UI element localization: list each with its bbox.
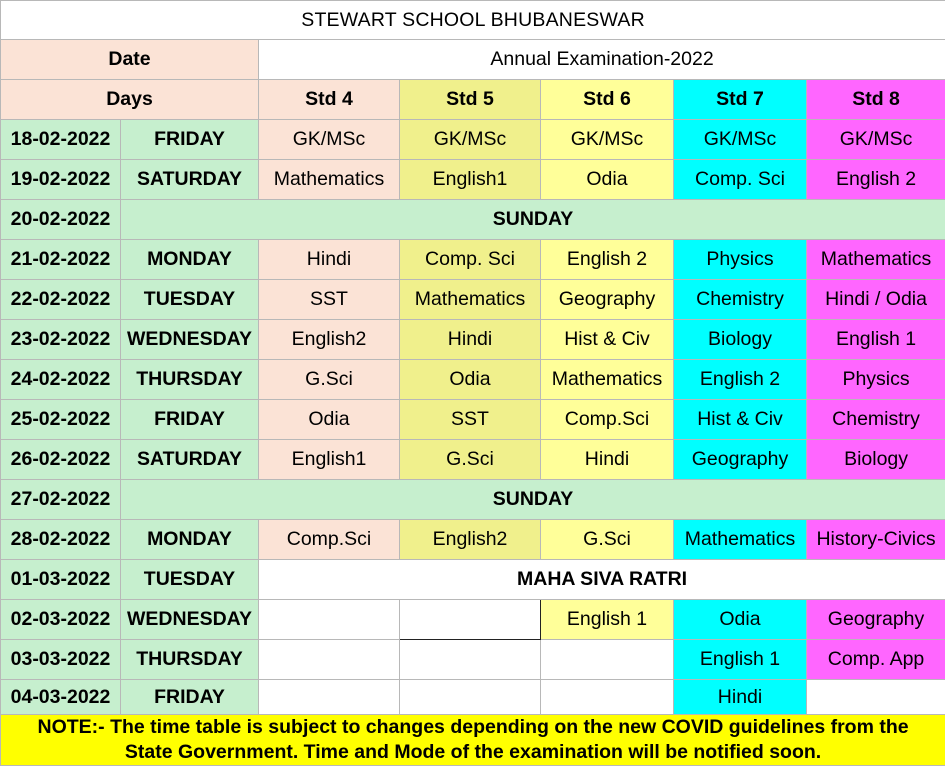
subject-cell: English 1	[807, 320, 945, 360]
subject-cell: English1	[400, 160, 541, 200]
subject-cell	[259, 680, 400, 715]
exam-day: SATURDAY	[121, 160, 259, 200]
subject-cell: Geography	[674, 440, 807, 480]
exam-day: WEDNESDAY	[121, 600, 259, 640]
subject-cell: Comp. Sci	[674, 160, 807, 200]
table-row	[1, 600, 945, 640]
table-row	[1, 320, 945, 360]
exam-day: FRIDAY	[121, 400, 259, 440]
subject-cell: Odia	[259, 400, 400, 440]
subject-cell	[259, 600, 400, 640]
exam-day: MONDAY	[121, 240, 259, 280]
subject-cell: Mathematics	[400, 280, 541, 320]
exam-date: 26-02-2022	[1, 440, 121, 480]
subject-cell: GK/MSc	[674, 120, 807, 160]
subject-cell: English 1	[674, 640, 807, 680]
subject-cell: Mathematics	[807, 240, 945, 280]
subject-cell: Chemistry	[807, 400, 945, 440]
subject-cell: Hist & Civ	[674, 400, 807, 440]
subject-cell	[400, 600, 541, 640]
subject-cell: Chemistry	[674, 280, 807, 320]
subject-cell: Geography	[807, 600, 945, 640]
subject-cell	[400, 640, 541, 680]
std-7-header: Std 7	[674, 80, 807, 120]
subject-cell: Comp. App	[807, 640, 945, 680]
table-row	[1, 280, 945, 320]
subject-cell: SST	[259, 280, 400, 320]
subject-cell: Hist & Civ	[541, 320, 674, 360]
days-header: Days	[1, 80, 259, 120]
subject-cell: SST	[400, 400, 541, 440]
subject-cell: Odia	[541, 160, 674, 200]
table-row	[1, 440, 945, 480]
subject-cell: GK/MSc	[400, 120, 541, 160]
exam-date: 20-02-2022	[1, 200, 121, 240]
std-6-header: Std 6	[541, 80, 674, 120]
subject-cell: Hindi	[541, 440, 674, 480]
subject-cell: G.Sci	[259, 360, 400, 400]
subject-cell: G.Sci	[541, 520, 674, 560]
table-row	[1, 240, 945, 280]
std-8-header: Std 8	[807, 80, 945, 120]
subject-cell: Biology	[674, 320, 807, 360]
exam-day: WEDNESDAY	[121, 320, 259, 360]
subject-cell	[541, 640, 674, 680]
subject-cell: Mathematics	[674, 520, 807, 560]
subject-cell: Geography	[541, 280, 674, 320]
subject-cell: Mathematics	[259, 160, 400, 200]
subject-cell	[541, 680, 674, 715]
exam-date: 04-03-2022	[1, 680, 121, 715]
exam-date: 23-02-2022	[1, 320, 121, 360]
table-row	[1, 480, 945, 520]
table-row	[1, 680, 945, 715]
exam-date: 03-03-2022	[1, 640, 121, 680]
subject-cell: Odia	[674, 600, 807, 640]
subject-cell: Physics	[807, 360, 945, 400]
holiday-label: SUNDAY	[121, 200, 945, 240]
exam-day: MONDAY	[121, 520, 259, 560]
exam-date: 18-02-2022	[1, 120, 121, 160]
holiday-label: SUNDAY	[121, 480, 945, 520]
exam-date: 22-02-2022	[1, 280, 121, 320]
exam-day: THURSDAY	[121, 640, 259, 680]
subject-cell: Comp.Sci	[541, 400, 674, 440]
table-row	[1, 200, 945, 240]
subject-cell: Odia	[400, 360, 541, 400]
subject-cell: English 1	[541, 600, 674, 640]
std-5-header: Std 5	[400, 80, 541, 120]
exam-name: Annual Examination-2022	[259, 40, 945, 80]
subject-cell: Biology	[807, 440, 945, 480]
table-row	[1, 560, 945, 600]
subject-cell	[400, 680, 541, 715]
exam-day: TUESDAY	[121, 280, 259, 320]
table-row	[1, 160, 945, 200]
school-title: STEWART SCHOOL BHUBANESWAR	[1, 1, 945, 40]
table-row	[1, 640, 945, 680]
exam-day: TUESDAY	[121, 560, 259, 600]
subject-cell: GK/MSc	[541, 120, 674, 160]
exam-date: 01-03-2022	[1, 560, 121, 600]
subject-cell: GK/MSc	[807, 120, 945, 160]
subject-cell: G.Sci	[400, 440, 541, 480]
exam-date: 25-02-2022	[1, 400, 121, 440]
subject-cell: English 2	[674, 360, 807, 400]
table-row	[1, 520, 945, 560]
subject-cell: English 2	[807, 160, 945, 200]
table-row	[1, 120, 945, 160]
subject-cell: Physics	[674, 240, 807, 280]
std-4-header: Std 4	[259, 80, 400, 120]
table-row	[1, 400, 945, 440]
exam-date: 24-02-2022	[1, 360, 121, 400]
subject-cell: English2	[259, 320, 400, 360]
exam-day: FRIDAY	[121, 120, 259, 160]
subject-cell	[807, 680, 945, 715]
subject-cell: History-Civics	[807, 520, 945, 560]
subject-cell	[259, 640, 400, 680]
exam-date: 21-02-2022	[1, 240, 121, 280]
holiday-label: MAHA SIVA RATRI	[259, 560, 945, 600]
table-row	[1, 360, 945, 400]
exam-day: THURSDAY	[121, 360, 259, 400]
subject-cell: Hindi	[400, 320, 541, 360]
exam-date: 28-02-2022	[1, 520, 121, 560]
exam-date: 19-02-2022	[1, 160, 121, 200]
subject-cell: Comp.Sci	[259, 520, 400, 560]
exam-day: SATURDAY	[121, 440, 259, 480]
subject-cell: English 2	[541, 240, 674, 280]
subject-cell: Mathematics	[541, 360, 674, 400]
subject-cell: English1	[259, 440, 400, 480]
exam-day: FRIDAY	[121, 680, 259, 715]
subject-cell: English2	[400, 520, 541, 560]
subject-cell: Hindi	[674, 680, 807, 715]
subject-cell: Hindi / Odia	[807, 280, 945, 320]
exam-date: 02-03-2022	[1, 600, 121, 640]
subject-cell: Comp. Sci	[400, 240, 541, 280]
subject-cell: GK/MSc	[259, 120, 400, 160]
subject-cell: Hindi	[259, 240, 400, 280]
covid-note: NOTE:- The time table is subject to changes depending on the new COVID guidelines from the State Government. Time and Mode of the examination will be notified soon.	[1, 715, 945, 766]
date-header: Date	[1, 40, 259, 80]
exam-date: 27-02-2022	[1, 480, 121, 520]
